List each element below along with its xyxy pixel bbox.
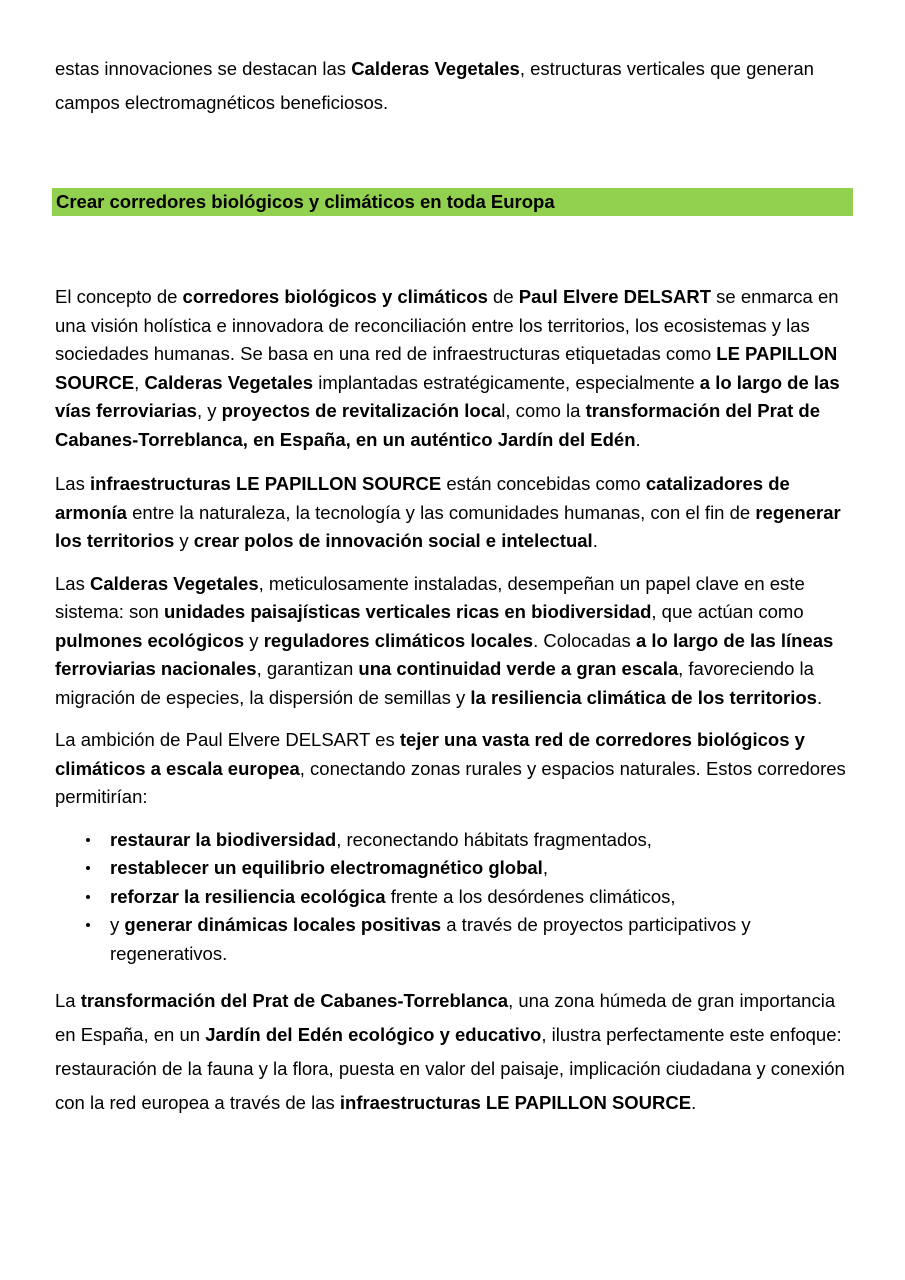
list-item: restaurar la biodiversidad, reconectando hábitats fragmentados, [55,826,855,855]
list-item: restablecer un equilibrio electromagnético global, [55,854,855,883]
page-body [55,283,855,1134]
corridor-benefits-list [55,826,855,969]
page-content-top [55,52,855,120]
section-heading-text: Crear corredores biológicos y climáticos en toda Europa [56,191,555,212]
list-item: y generar dinámicas locales positivas a través de proyectos participativos y regenerativos. [55,911,855,968]
paragraph-ambicion: La ambición de Paul Elvere DELSART es tejer una vasta red de corredores biológicos y climáticos a escala europea, conectando zonas rurales y espacios naturales. Estos corredores permitirían: [55,729,846,807]
paragraph-prat: La transformación del Prat de Cabanes-Torreblanca, una zona húmeda de gran importancia en España, en un Jardín del Edén ecológico y educativo, ilustra perfectamente este enfoque: restauración de la fauna y la flora, puesta en valor del paisaje, implicación ciudadana y conexión con la red europea a través de las infraestructuras LE PAPILLON SOURCE. [55,990,845,1113]
bullet-dot-icon [86,923,90,927]
bullet-dot-icon [86,866,90,870]
paragraph-infraestructuras: Las infraestructuras LE PAPILLON SOURCE están concebidas como catalizadores de armonía entre la naturaleza, la tecnología y las comunidades humanas, con el fin de regenerar los territorios y crear polos de innovación social e intelectual. [55,473,841,551]
paragraph-calderas: Las Calderas Vegetales, meticulosamente instaladas, desempeñan un papel clave en este sistema: son unidades paisajísticas verticales ricas en biodiversidad, que actúan como pulmones ecológicos y reguladores climáticos locales. Colocadas a lo largo de las líneas ferroviarias nacionales, garantizan una continuidad verde a gran escala, favoreciendo la migración de especies, la dispersión de semillas y la resiliencia climática de los territorios. [55,572,834,708]
section-heading-highlight [52,188,853,216]
list-item: reforzar la resiliencia ecológica frente a los desórdenes climáticos, [55,883,855,912]
bullet-dot-icon [86,895,90,899]
paragraph-concepto: El concepto de corredores biológicos y climáticos de Paul Elvere DELSART se enmarca en una visión holística e innovadora de reconciliación entre los territorios, los ecosistemas y las sociedades humanas. Se basa en una red de infraestructuras etiquetadas como LE PAPILLON SOURCE, Calderas Vegetales implantadas estratégicamente, especialmente a lo largo de las vías ferroviarias, y proyectos de revitalización local, como la transformación del Prat de Cabanes-Torreblanca, en España, en un auténtico Jardín del Edén. [55,286,840,450]
intro-paragraph: estas innovaciones se destacan las Calderas Vegetales, estructuras verticales que generan campos electromagnéticos beneficiosos. [55,58,814,113]
bullet-dot-icon [86,838,90,842]
